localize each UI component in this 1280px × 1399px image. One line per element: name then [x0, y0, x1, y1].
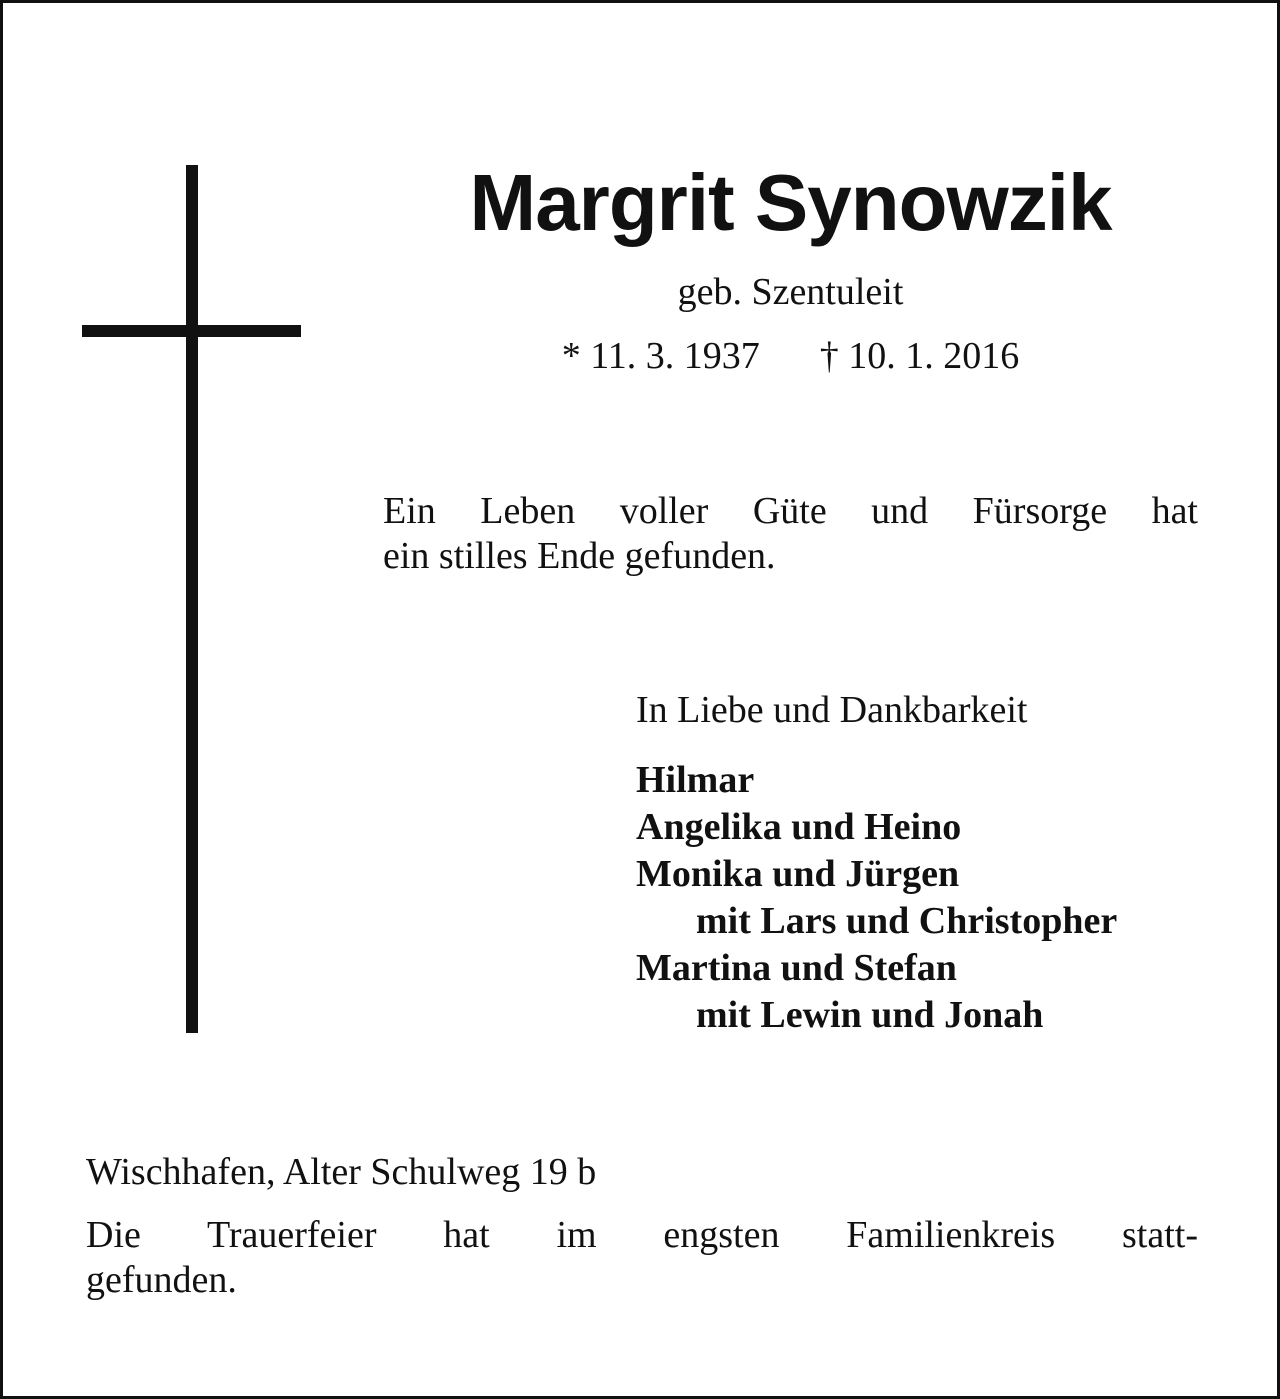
death-date: † 10. 1. 2016 — [819, 335, 1020, 377]
family-member: mit Lewin und Jonah — [696, 994, 1044, 1036]
family-member: mit Lars und Christopher — [696, 900, 1118, 942]
maiden-name: geb. Szentuleit — [677, 271, 904, 313]
ceremony-notice — [86, 1213, 1198, 1303]
signoff-text: In Liebe und Dankbarkeit — [636, 689, 1028, 731]
family-member: Monika und Jürgen — [636, 853, 960, 895]
cross-icon-horizontal — [82, 325, 301, 337]
deceased-name: Margrit Synowzik — [469, 158, 1112, 247]
family-list — [636, 757, 1206, 1039]
ceremony-line: Die Trauerfeier hat im engsten Familienkreis statt- — [86, 1214, 1198, 1256]
family-member: Martina und Stefan — [636, 947, 957, 989]
birth-date: * 11. 3. 1937 — [561, 335, 760, 377]
memorial-quote — [383, 489, 1198, 579]
family-member: Angelika und Heino — [636, 806, 962, 848]
quote-line: Ein Leben voller Güte und Fürsorge hat — [383, 490, 1198, 532]
life-dates — [383, 333, 1198, 379]
address: Wischhafen, Alter Schulweg 19 b — [86, 1151, 597, 1193]
cross-icon-vertical — [186, 165, 198, 1033]
ceremony-line: gefunden. — [86, 1259, 237, 1301]
family-member: Hilmar — [636, 759, 755, 801]
quote-line: ein stilles Ende gefunden. — [383, 535, 776, 577]
